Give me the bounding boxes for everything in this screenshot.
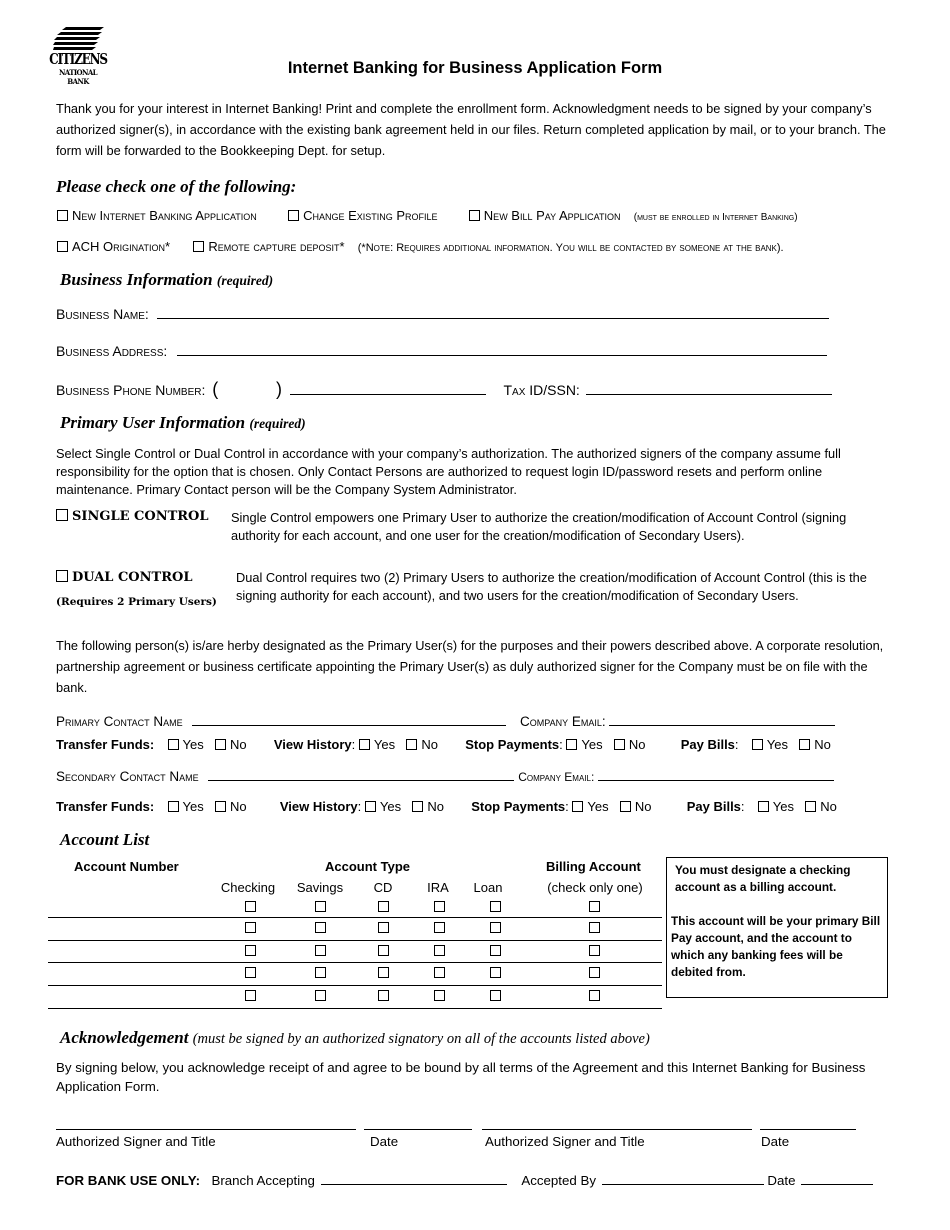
checkbox[interactable] [490, 922, 501, 933]
checkbox[interactable] [315, 945, 326, 956]
business-name-row: Business Name: [56, 306, 829, 322]
secondary-stop-no[interactable]: No [620, 799, 652, 814]
primary-history-yes[interactable]: Yes [359, 737, 395, 752]
check-section-title: Please check one of the following: [56, 177, 297, 196]
checkbox[interactable] [406, 739, 417, 750]
checkbox[interactable] [168, 801, 179, 812]
single-control-option[interactable]: SINGLE CONTROL [56, 509, 209, 524]
signer-2-label: Authorized Signer and Title [485, 1134, 645, 1149]
checkbox[interactable] [469, 210, 480, 221]
bill-pay-note: (must be enrolled in Internet Banking) [633, 212, 798, 223]
checkbox[interactable] [378, 901, 389, 912]
secondary-transfer-no[interactable]: No [215, 799, 247, 814]
dual-control-description: Dual Control requires two (2) Primary Users to authorize the creation/modification of Account Control (this is the signing authority for each account), and two users for the creation/modification of Secondary Users. [236, 570, 867, 603]
option-change-profile[interactable]: Change Existing Profile [288, 208, 437, 223]
secondary-permissions-row: Transfer Funds: Yes No View History: Yes No Stop Payments: Yes No Pay Bills: Yes No [56, 799, 837, 814]
option-new-bill-pay[interactable]: New Bill Pay Application [469, 208, 621, 223]
billing-account-note: You must designate a checking account as a billing account. This account will be your primary Bill Pay account, and the account to which any banking fees will be debited from. [666, 857, 888, 998]
table-row-line [48, 940, 662, 941]
primary-history-no[interactable]: No [406, 737, 438, 752]
checkbox[interactable] [168, 739, 179, 750]
type-ira-header: IRA [427, 880, 449, 895]
checkbox[interactable] [434, 967, 445, 978]
checkbox[interactable] [589, 901, 600, 912]
primary-transfer-yes[interactable]: Yes [168, 737, 204, 752]
bank-date-field[interactable] [801, 1172, 873, 1185]
option-ach-origination[interactable]: ACH Origination* [57, 239, 170, 254]
type-savings-header: Savings [296, 880, 344, 895]
checkbox[interactable] [434, 901, 445, 912]
checkbox[interactable] [315, 967, 326, 978]
account-type-header: Account Type [325, 859, 410, 874]
checkbox[interactable] [412, 801, 423, 812]
table-row-line [48, 917, 662, 918]
checkbox[interactable] [245, 901, 256, 912]
checkbox[interactable] [245, 990, 256, 1001]
logo-name: CITIZENS [49, 50, 107, 68]
checkbox[interactable] [589, 922, 600, 933]
checkbox[interactable] [359, 739, 370, 750]
checkbox[interactable] [245, 945, 256, 956]
checkbox[interactable] [215, 801, 226, 812]
checkbox[interactable] [620, 801, 631, 812]
signer-2-line[interactable] [482, 1129, 752, 1130]
logo-subname: NATIONAL BANK [59, 68, 97, 86]
primary-stop-no[interactable]: No [614, 737, 646, 752]
business-name-field[interactable] [157, 306, 829, 319]
acknowledgement-title: Acknowledgement (must be signed by an authorized signatory on all of the accounts listed above) [60, 1028, 650, 1047]
type-checking-header: Checking [220, 880, 276, 895]
checkbox[interactable] [378, 967, 389, 978]
checkbox[interactable] [589, 990, 600, 1001]
checkbox[interactable] [288, 210, 299, 221]
checkbox[interactable] [566, 739, 577, 750]
checkbox[interactable] [589, 967, 600, 978]
primary-permissions-row: Transfer Funds: Yes No View History: Yes No Stop Payments: Yes No Pay Bills: Yes No [56, 737, 831, 752]
designation-paragraph: The following person(s) is/are herby designated as the Primary User(s) for the purposes and their powers described above. A corporate resolution, partnership agreement or business certificate appointing the Primary User(s) as duly authorized signer for the Company must be on file with the bank. [56, 638, 884, 695]
star-note: (*Note: Requires additional information. You will be contacted by someone at the bank). [357, 242, 784, 254]
checkbox[interactable] [245, 922, 256, 933]
date-1-label: Date [370, 1134, 399, 1149]
date-2-line[interactable] [760, 1129, 856, 1130]
primary-contact-email-field[interactable] [609, 713, 835, 726]
secondary-contact-email-field[interactable] [598, 768, 834, 781]
option-remote-capture[interactable]: Remote capture deposit* [193, 239, 344, 254]
checkbox[interactable] [490, 990, 501, 1001]
checkbox[interactable] [56, 570, 68, 582]
date-1-line[interactable] [364, 1129, 472, 1130]
business-info-title: Business Information (required) [60, 270, 274, 289]
checkbox[interactable] [193, 241, 204, 252]
billing-account-header: Billing Account [546, 859, 641, 874]
business-phone-row: Business Phone Number: ( ) Tax ID/SSN: [56, 379, 832, 400]
checkbox[interactable] [799, 739, 810, 750]
type-cd-header: CD [373, 880, 393, 895]
signer-1-line[interactable] [56, 1129, 356, 1130]
check-row-2 [57, 239, 784, 254]
account-list-title: Account List [60, 830, 150, 849]
checkbox[interactable] [805, 801, 816, 812]
secondary-transfer-yes[interactable]: Yes [168, 799, 204, 814]
checkbox[interactable] [56, 509, 68, 521]
checkbox[interactable] [434, 990, 445, 1001]
tax-id-field[interactable] [586, 382, 832, 395]
signer-1-label: Authorized Signer and Title [56, 1134, 216, 1149]
primary-transfer-no[interactable]: No [215, 737, 247, 752]
checkbox[interactable] [434, 922, 445, 933]
primary-user-title: Primary User Information (required) [60, 413, 306, 432]
checkbox[interactable] [378, 945, 389, 956]
checkbox[interactable] [434, 945, 445, 956]
secondary-contact-row: Secondary Contact Name Company Email: [56, 768, 834, 784]
primary-user-intro: Select Single Control or Dual Control in accordance with your company’s authorization. The authorized signers of the company assume full responsibility for the option that is chosen. Only Contact Persons are authorized to request login ID/password resets and perform online maintenance. Primary Contact person will be the Company System Administrator. [56, 446, 841, 497]
business-address-field[interactable] [177, 343, 827, 356]
bank-use-row: FOR BANK USE ONLY: Branch Accepting Accepted By Date [56, 1172, 873, 1188]
checkbox[interactable] [490, 901, 501, 912]
intro-paragraph: Thank you for your interest in Internet Banking! Print and complete the enrollment form. Acknowledgment needs to be signed by your company’s authorized signer(s), in accordance with the existing bank agreement held in our files. Return completed application by mail, or to your branch. The form will be forwarded to the Bookkeeping Dept. for setup. [56, 101, 886, 158]
secondary-history-no[interactable]: No [412, 799, 444, 814]
dual-control-option[interactable]: DUAL CONTROL [56, 570, 192, 585]
type-loan-header: Loan [473, 880, 503, 895]
checkbox[interactable] [315, 901, 326, 912]
secondary-bills-yes[interactable]: Yes [758, 799, 794, 814]
logo-stripes-icon [52, 26, 108, 52]
checkbox[interactable] [589, 945, 600, 956]
checkbox[interactable] [215, 739, 226, 750]
secondary-stop-yes[interactable]: Yes [572, 799, 608, 814]
checkbox[interactable] [378, 990, 389, 1001]
primary-stop-yes[interactable]: Yes [566, 737, 602, 752]
primary-bills-yes[interactable]: Yes [752, 737, 788, 752]
checkbox[interactable] [758, 801, 769, 812]
checkbox[interactable] [378, 922, 389, 933]
checkbox[interactable] [57, 241, 68, 252]
checkbox[interactable] [572, 801, 583, 812]
acknowledgement-text: By signing below, you acknowledge receipt of and agree to be bound by all terms of the Agreement and this Internet Banking for Business Application Form. [56, 1060, 866, 1094]
checkbox[interactable] [490, 945, 501, 956]
single-control-description: Single Control empowers one Primary User to authorize the creation/modification of Account Control (signing authority for each account, and one user for the creation/modification of Secondary Users). [231, 510, 847, 543]
checkbox[interactable] [614, 739, 625, 750]
secondary-bills-no[interactable]: No [805, 799, 837, 814]
accepted-by-field[interactable] [602, 1172, 764, 1185]
primary-bills-no[interactable]: No [799, 737, 831, 752]
table-row-line [48, 985, 662, 986]
dual-control-subtitle: (Requires 2 Primary Users) [56, 596, 217, 608]
option-new-internet-banking[interactable]: New Internet Banking Application [57, 208, 257, 223]
checkbox[interactable] [315, 990, 326, 1001]
secondary-history-yes[interactable]: Yes [365, 799, 401, 814]
primary-contact-name-field[interactable] [192, 713, 506, 726]
checkbox[interactable] [490, 967, 501, 978]
table-row-line [48, 962, 662, 963]
checkbox[interactable] [57, 210, 68, 221]
checkbox[interactable] [752, 739, 763, 750]
checkbox[interactable] [365, 801, 376, 812]
check-row-1 [57, 208, 798, 223]
checkbox[interactable] [315, 922, 326, 933]
checkbox[interactable] [245, 967, 256, 978]
branch-accepting-field[interactable] [321, 1172, 507, 1185]
secondary-contact-name-field[interactable] [208, 768, 514, 781]
page-title: Internet Banking for Business Application Form [287, 59, 663, 77]
billing-sub-header: (check only one) [547, 880, 643, 895]
business-address-row: Business Address: [56, 343, 827, 359]
date-2-label: Date [761, 1134, 790, 1149]
primary-contact-row: Primary Contact Name Company Email: [56, 713, 835, 729]
account-number-header: Account Number [74, 859, 179, 874]
table-row-line [48, 1008, 662, 1009]
business-phone-field[interactable] [290, 382, 486, 395]
